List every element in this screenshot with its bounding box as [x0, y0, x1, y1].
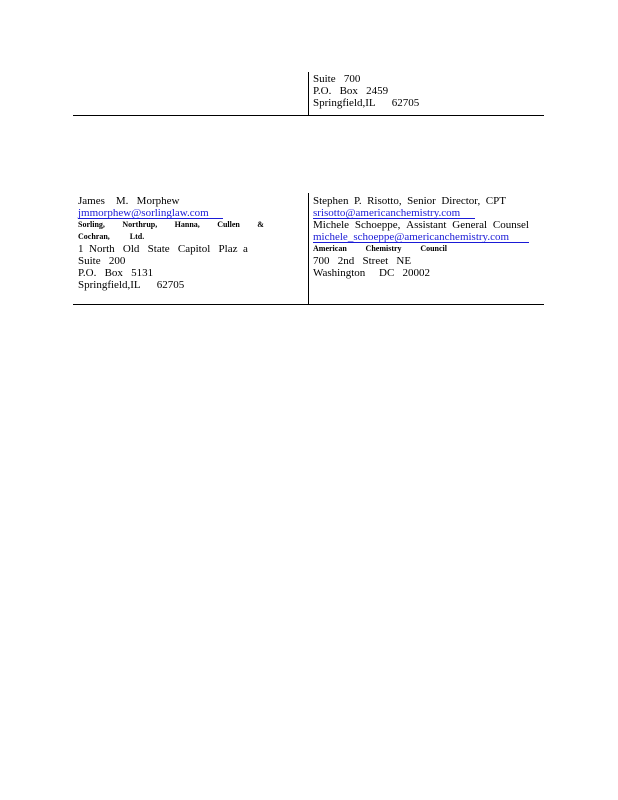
city-line: Springfield,IL 62705 [78, 279, 185, 291]
address-line: 700 2nd Street NE [313, 255, 412, 267]
firm-name-line1 [78, 219, 264, 231]
suite-line: Suite 200 [78, 255, 126, 267]
org-word: Chemistry [365, 244, 402, 253]
email-link[interactable]: michele_schoeppe@americanchemistry.com [313, 231, 529, 243]
name-word: Director, [441, 195, 481, 207]
service-list-table [73, 193, 544, 305]
firm-word: Sorling, [78, 220, 105, 229]
address-line: 1 North Old State Capitol Plaz a [78, 243, 248, 255]
service-list-table-top [73, 72, 544, 116]
po-box-line: P.O. Box 2459 [313, 85, 389, 97]
org-word: American [313, 244, 347, 253]
suite-line: Suite 700 [313, 73, 361, 85]
name-word: Schoeppe, [354, 219, 401, 231]
name-word: P. [353, 195, 362, 207]
email-link[interactable]: jmmorphew@sorlinglaw.com [78, 207, 223, 219]
contact-name-schoeppe [313, 219, 529, 231]
name-word: Risotto, [367, 195, 402, 207]
address-cell-right [313, 73, 539, 109]
firm-word: Cullen [217, 220, 240, 229]
firm-name-line2: Cochran, Ltd. [78, 232, 145, 241]
name-word: Michele [313, 219, 350, 231]
name-word: Senior [407, 195, 436, 207]
organization-name [313, 243, 447, 255]
contact-name: James M. Morphew [78, 195, 180, 207]
contact-cell-acc [313, 195, 529, 279]
org-word: Council [420, 244, 447, 253]
name-word: Stephen [313, 195, 349, 207]
name-word: Assistant [406, 219, 447, 231]
name-word: CPT [485, 195, 506, 207]
name-word: Counsel [492, 219, 529, 231]
firm-word: Hanna, [174, 220, 200, 229]
firm-word: & [257, 220, 264, 229]
contact-name-risotto [313, 195, 506, 207]
city-line: Washington DC 20002 [313, 267, 431, 279]
po-box-line: P.O. Box 5131 [78, 267, 154, 279]
column-divider [308, 72, 309, 115]
city-line: Springfield,IL 62705 [313, 97, 420, 109]
firm-word: Northrup, [122, 220, 158, 229]
name-word: General [452, 219, 488, 231]
contact-cell-morphew [78, 195, 264, 291]
column-divider [308, 193, 309, 304]
email-link[interactable]: srisotto@americanchemistry.com [313, 207, 475, 219]
